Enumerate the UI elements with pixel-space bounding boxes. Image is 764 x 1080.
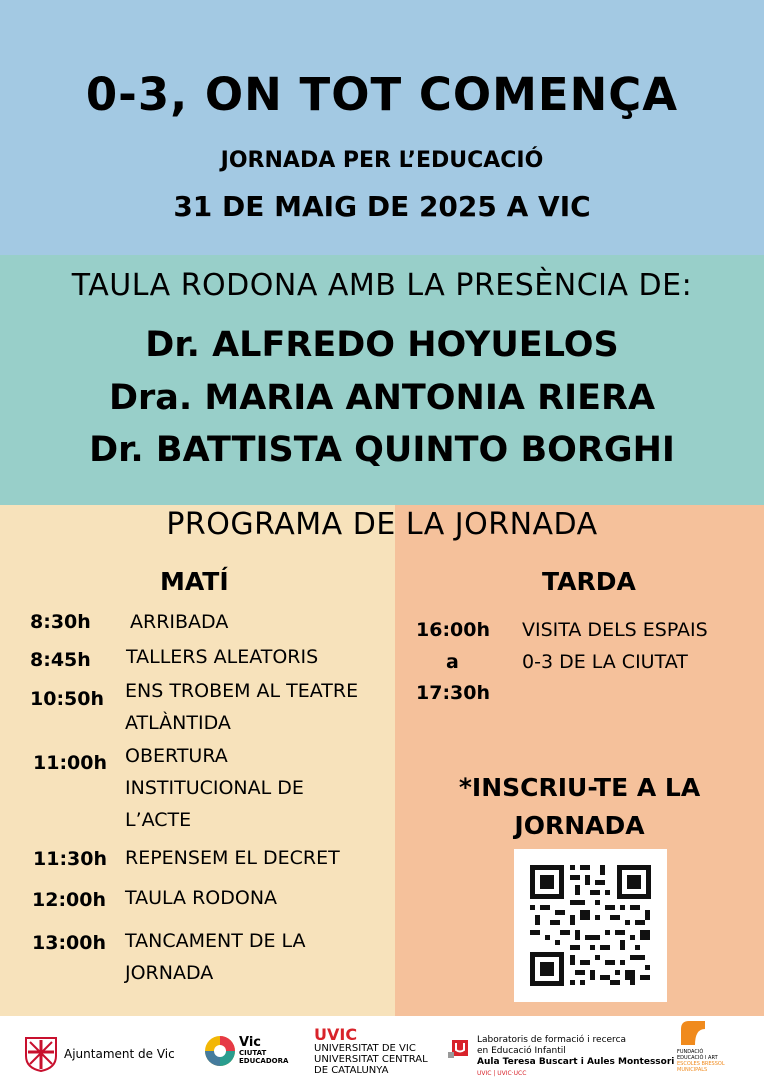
schedule-time: 11:30h (33, 848, 108, 870)
header-section (0, 0, 764, 255)
uvic-logo-text (314, 1043, 428, 1076)
crest-icon (24, 1036, 58, 1076)
schedule-activity: OBERTURA INSTITUCIONAL DE L’ACTE (125, 745, 304, 831)
guest-name: Dr. ALFREDO HOYUELOS (145, 325, 619, 365)
orange-shape-icon (677, 1017, 707, 1051)
logo-line: Vic (239, 1035, 261, 1050)
lab-logo-text (477, 1035, 674, 1079)
schedule-activity: ENS TROBEM AL TEATRE ATLÀNTIDA (125, 680, 359, 734)
logo-line: CIUTAT (239, 1049, 267, 1057)
colorful-hand-icon (203, 1034, 237, 1072)
logo-line: Laboratoris de formació i recerca (477, 1035, 627, 1045)
sponsors-bar (0, 1016, 764, 1080)
schedule-activity: REPENSEM EL DECRET (125, 847, 340, 869)
morning-column (0, 505, 395, 1016)
register-line: *INSCRIU-TE A LA (458, 773, 701, 802)
logo-line: EDUCACIÓ I ART (677, 1055, 718, 1061)
morning-heading: MATÍ (160, 567, 229, 596)
schedule-activity: TANCAMENT DE LA JORNADA (125, 930, 306, 984)
logo-line: UNIVERSITAT DE VIC (314, 1043, 416, 1054)
ajuntament-logo-text: Ajuntament de Vic (64, 1047, 175, 1061)
u-mark-icon (446, 1038, 470, 1066)
schedule-activity: ARRIBADA (130, 611, 229, 633)
event-title: 0-3, ON TOT COMENÇA (85, 68, 679, 121)
event-date: 31 DE MAIG DE 2025 A VIC (173, 190, 591, 223)
schedule-time: 12:00h (32, 889, 107, 911)
logo-line: en Educació Infantil (477, 1046, 566, 1056)
logo-line: UNIVERSITAT CENTRAL (314, 1054, 428, 1065)
program-title: PROGRAMA DE LA JORNADA (166, 507, 598, 542)
schedule-time: 8:30h (30, 611, 91, 633)
qr-code-graphic (514, 849, 667, 1002)
logo-line: DE CATALUNYA (314, 1065, 389, 1076)
logo-line: FUNDACIÓ (677, 1049, 704, 1055)
afternoon-heading: TARDA (542, 567, 636, 596)
qr-code-icon[interactable] (514, 849, 667, 1002)
schedule-activity: TALLERS ALEATORIS (126, 646, 319, 668)
schedule-time: 8:45h (30, 649, 91, 671)
guest-name: Dr. BATTISTA QUINTO BORGHI (89, 430, 675, 470)
logo-line: MUNICIPALS (677, 1067, 708, 1073)
vic-ciutat-logo-text (239, 1037, 288, 1065)
schedule-time: 13:00h (32, 932, 107, 954)
schedule-activity: TAULA RODONA (125, 887, 278, 909)
schedule-time: 11:00h (33, 752, 108, 774)
logo-line: UVIC | UVIC·UCC (477, 1070, 527, 1077)
schedule-time-separator: a (446, 651, 459, 673)
uvic-logo-mark: UVIC (314, 1025, 358, 1044)
guests-heading: TAULA RODONA AMB LA PRESÈNCIA DE: (71, 268, 693, 303)
logo-line: ESCOLES BRESSOL (677, 1061, 725, 1067)
guests-section (0, 255, 764, 505)
fundacio-logo-text (677, 1049, 725, 1073)
schedule-time: 16:00h (416, 619, 491, 641)
event-subtitle: JORNADA PER L’EDUCACIÓ (220, 148, 544, 173)
logo-line: EDUCADORA (239, 1057, 289, 1065)
schedule-time: 10:50h (30, 688, 105, 710)
logo-line: Aula Teresa Buscart i Aules Montessori (477, 1057, 675, 1067)
register-call[interactable] (395, 769, 764, 845)
guest-name: Dra. MARIA ANTONIA RIERA (108, 378, 656, 418)
schedule-activity: VISITA DELS ESPAIS 0-3 DE LA CIUTAT (522, 619, 708, 673)
register-line: JORNADA (514, 811, 645, 840)
schedule-time: 17:30h (416, 682, 491, 704)
